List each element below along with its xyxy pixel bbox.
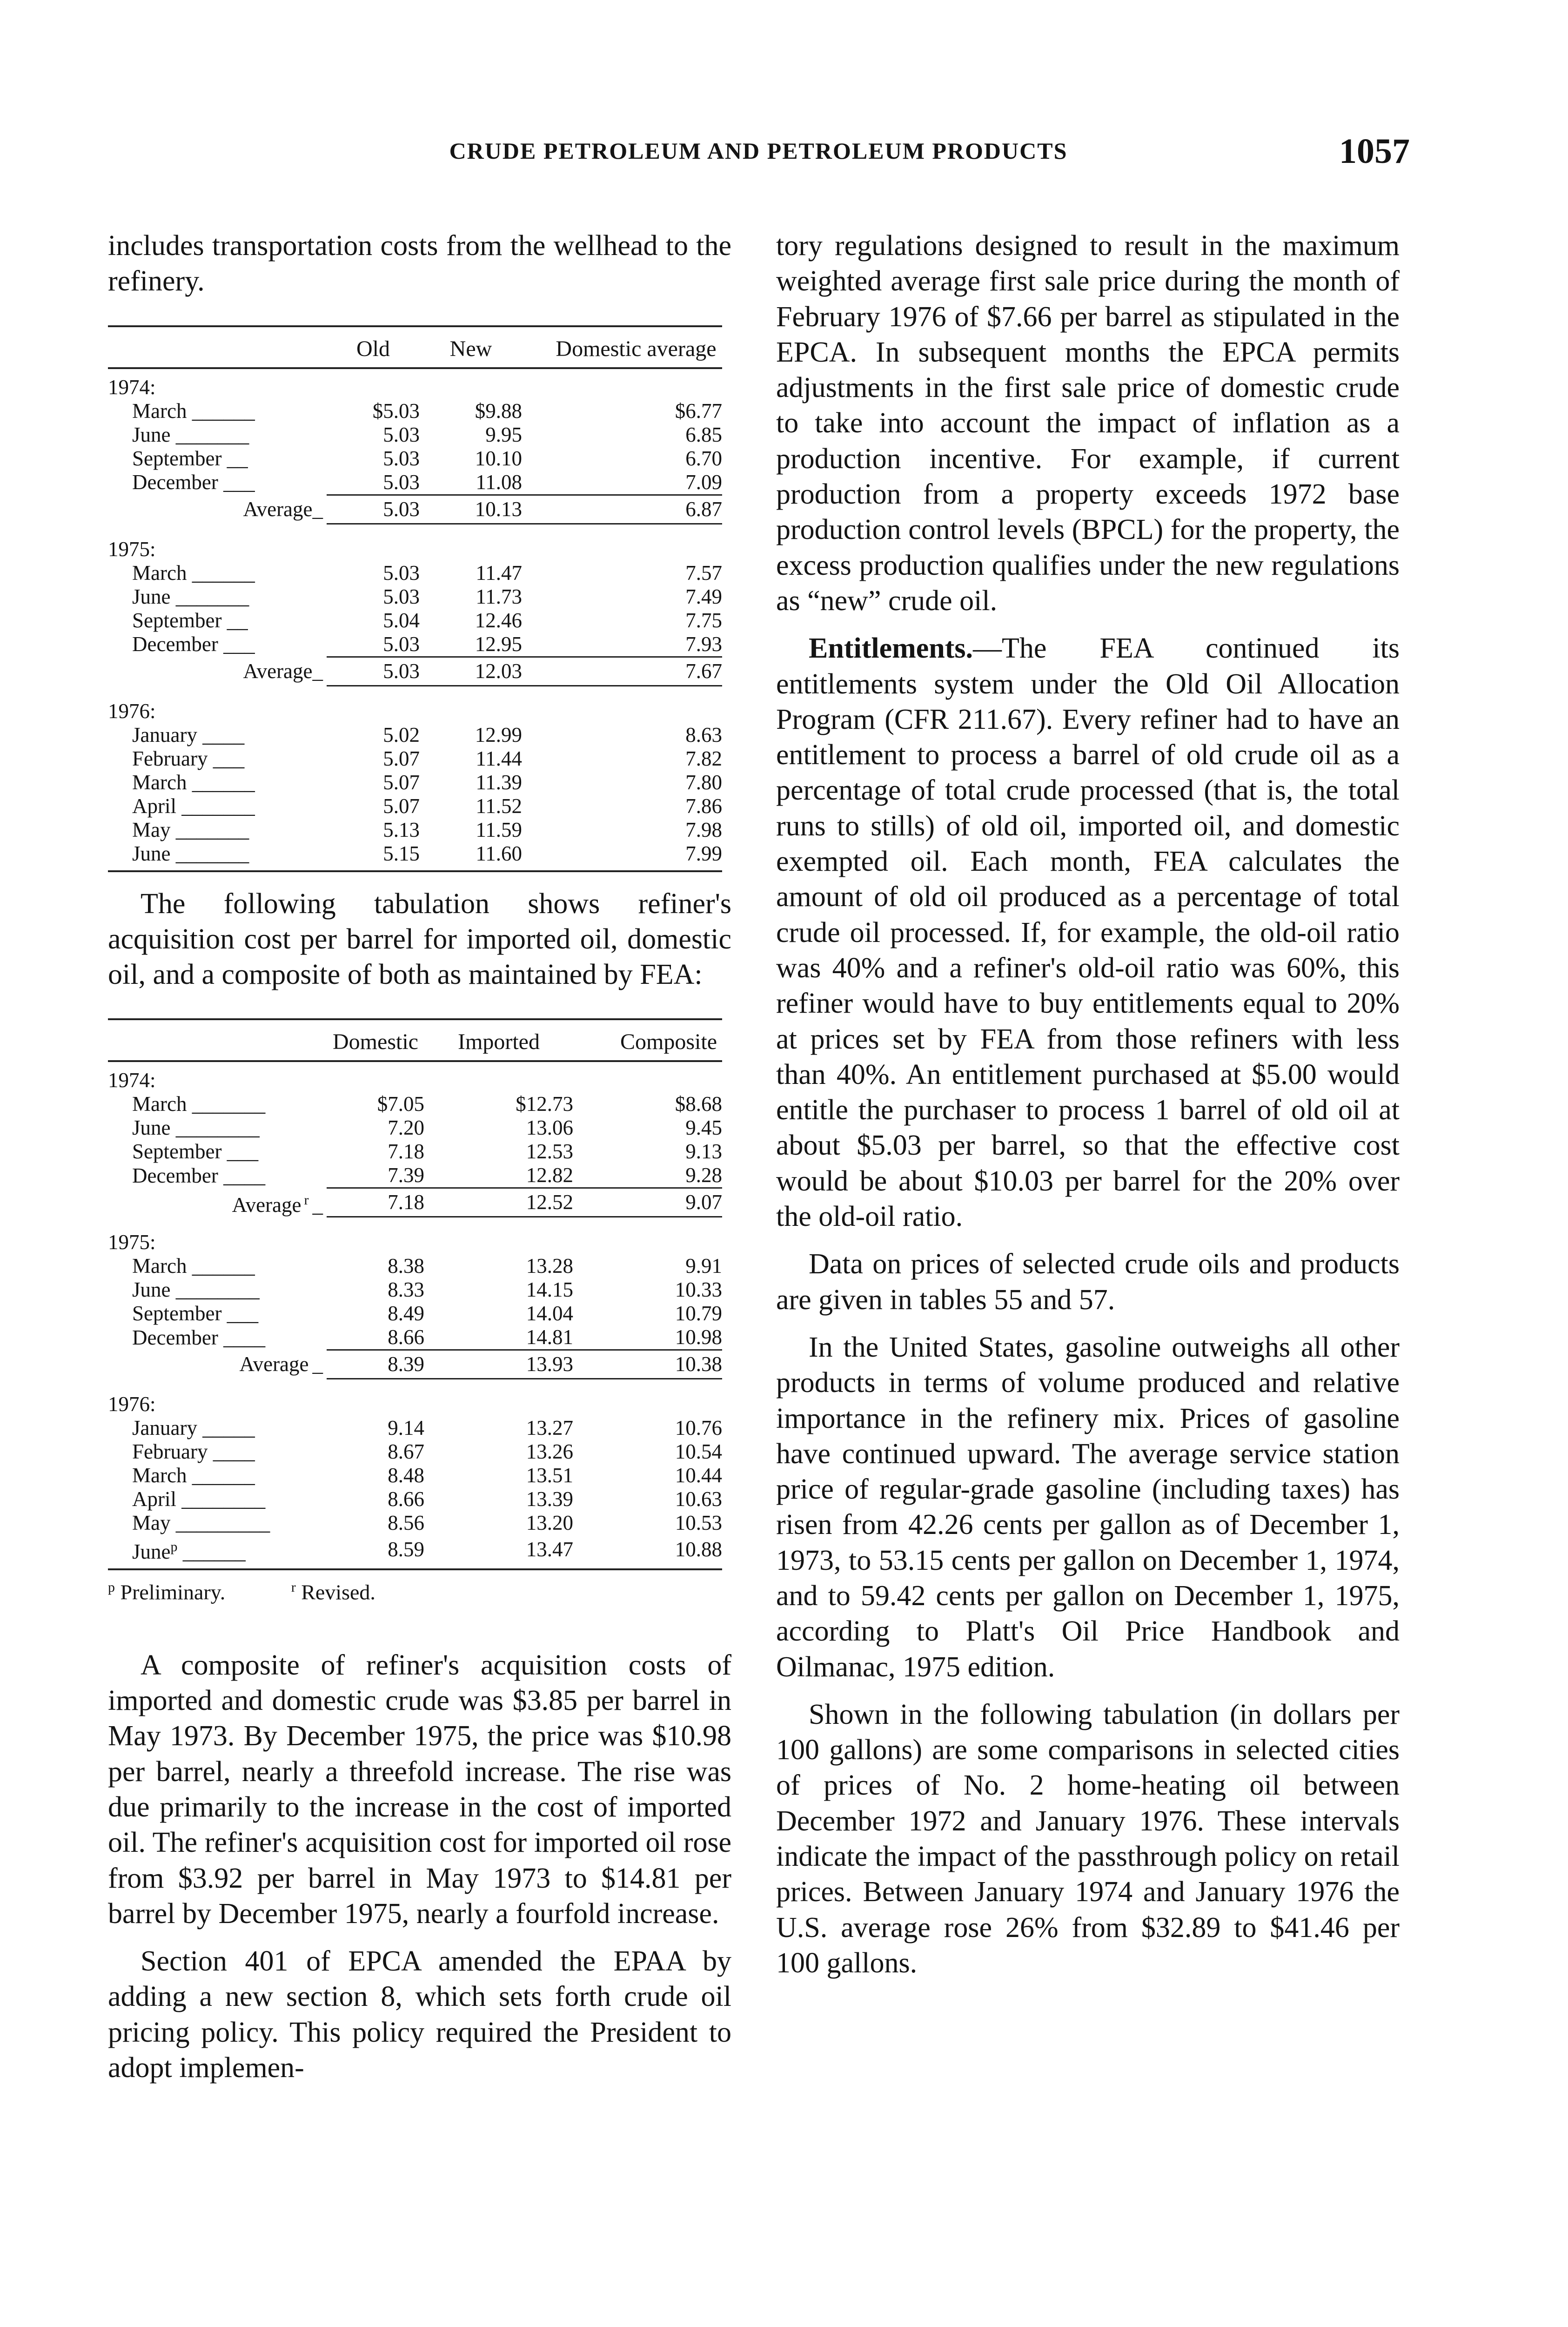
value-domestic: 8.38: [388, 1254, 424, 1278]
paragraph-composite-costs: A composite of refiner's acquisition costs of imported and domestic crude was $3.85 per barrel in May 1973. By December 1975, the price was $10.98 per barrel, nearly a threefold increase. The rise was due primarily to the increase in the cost of imported oil. The refiner's acquisition cost for imported oil rose from $3.92 per barrel in May 1973 to $14.81 per barrel by December 1975, nearly a fourfold increase.: [108, 1649, 731, 1930]
value-composite: $8.68: [675, 1092, 722, 1116]
spacer-row: [108, 686, 722, 693]
table-row: [108, 794, 722, 818]
month-label: May _______: [132, 818, 249, 841]
average-domestic: 7.67: [522, 657, 722, 686]
average-new: 12.03: [420, 657, 522, 686]
spacer-row: [108, 1379, 722, 1386]
value-imported: 12.53: [526, 1140, 573, 1164]
value-new: 12.46: [475, 608, 522, 632]
value-composite: 9.28: [685, 1164, 722, 1187]
table-footnotes: [108, 1580, 731, 1604]
value-old: 5.03: [383, 446, 420, 470]
value-imported: 13.39: [526, 1487, 573, 1511]
month-label: [108, 1302, 327, 1325]
average-domestic: 6.87: [522, 495, 722, 524]
crude-price-table: [108, 325, 722, 872]
value-domestic: 8.66: [388, 1487, 424, 1511]
value-domestic: 7.18: [388, 1140, 424, 1164]
value-imported: 13.47: [526, 1537, 573, 1561]
value-imported: 13.06: [526, 1116, 573, 1140]
value-domestic-average: 7.80: [685, 770, 722, 794]
month-text: March ______: [132, 1464, 255, 1487]
footnote-preliminary: $^p$ Preliminary.: [108, 1580, 226, 1604]
year-label: 1974:: [108, 375, 156, 399]
value-domestic: 8.67: [388, 1440, 424, 1464]
value-domestic-average: 7.86: [685, 794, 722, 818]
year-label: 1974:: [108, 1069, 156, 1092]
value-domestic-average: 7.75: [685, 608, 722, 632]
spacer-row: [108, 524, 722, 531]
value-new: 9.95: [485, 423, 522, 446]
average-new: 10.13: [420, 495, 522, 524]
month-text: December ____: [132, 1164, 266, 1188]
value-domestic: 8.33: [388, 1278, 424, 1302]
page-number: 1057: [1339, 132, 1410, 171]
value-new: 12.99: [475, 723, 522, 747]
table-row: [108, 1164, 722, 1188]
average-label: Average_: [243, 497, 323, 521]
year-row: [108, 1386, 722, 1416]
table-row: [108, 1511, 722, 1535]
crude-price-table-body: [108, 368, 722, 871]
leader-dots: _: [312, 1193, 323, 1217]
spacer-cell: [108, 1379, 722, 1386]
value-domestic-average: 8.63: [685, 723, 722, 747]
value-imported: 13.51: [526, 1464, 573, 1487]
month-label: [108, 1416, 327, 1440]
value-composite: 10.53: [675, 1511, 722, 1535]
value-old: 5.15: [383, 841, 420, 865]
value-new: 11.39: [476, 770, 522, 794]
average-label: [108, 1188, 327, 1217]
month-label: [108, 1164, 327, 1188]
table-row: [108, 471, 722, 495]
value-old: 5.04: [383, 608, 420, 632]
value-composite: 9.91: [685, 1254, 722, 1278]
month-label: [108, 1140, 327, 1164]
table-row: [108, 447, 722, 471]
month-text: September ___: [132, 1302, 259, 1325]
month-label: June _______: [132, 585, 249, 608]
value-domestic: 8.59: [388, 1537, 424, 1561]
value-new: 11.47: [476, 561, 522, 585]
value-imported: 13.20: [526, 1511, 573, 1535]
value-domestic-average: 6.70: [685, 446, 722, 470]
acquisition-cost-table-body: [108, 1061, 722, 1569]
value-new: 12.95: [475, 632, 522, 656]
month-label: [108, 1487, 327, 1511]
value-imported: 14.81: [526, 1325, 573, 1349]
value-composite: 10.33: [675, 1278, 722, 1302]
value-old: 5.02: [383, 723, 420, 747]
value-domestic-average: 7.82: [685, 747, 722, 770]
average-text: Average: [232, 1193, 302, 1217]
year-label: 1976:: [108, 699, 156, 723]
table-row: [108, 399, 722, 423]
value-domestic: 7.20: [388, 1116, 424, 1140]
month-label: June _______: [132, 841, 249, 865]
col-header-domestic: Domestic: [333, 1029, 418, 1055]
preliminary-mark: p: [170, 1539, 178, 1555]
year-label: 1976:: [108, 1392, 156, 1416]
month-label: February ___: [132, 747, 245, 770]
average-row: [108, 1350, 722, 1379]
value-old: 5.07: [383, 794, 420, 818]
value-composite: 10.54: [675, 1440, 722, 1464]
table-row: [108, 1140, 722, 1164]
value-domestic: $7.05: [377, 1092, 424, 1116]
right-column: [776, 228, 1400, 1981]
table-bottom-rule: [108, 1564, 722, 1569]
average-row: [108, 1188, 722, 1217]
month-text: February ____: [132, 1440, 255, 1464]
year-row: [108, 693, 722, 723]
table-row: [108, 842, 722, 866]
value-new: 11.60: [476, 841, 522, 865]
year-row: [108, 1061, 722, 1092]
table-bottom-rule: [108, 866, 722, 871]
month-label: [108, 1278, 327, 1302]
value-domestic-average: 7.49: [685, 585, 722, 608]
value-imported: 13.27: [526, 1416, 573, 1440]
value-new: $9.88: [475, 399, 522, 423]
footnote-revised: $^r$ Revised.: [291, 1580, 375, 1604]
col-header-imported: Imported: [458, 1029, 540, 1055]
table-row: [108, 1092, 722, 1116]
month-label: December ___: [132, 632, 255, 656]
table-row: [108, 723, 722, 747]
table-row: [108, 1116, 722, 1140]
month-text: June ________: [132, 1278, 260, 1302]
average-row: [108, 495, 722, 524]
average-label: Average_: [243, 659, 323, 683]
table-row: [108, 423, 722, 447]
spacer-cell: [108, 1217, 722, 1224]
acquisition-cost-table: [108, 1018, 722, 1570]
month-text: June: [132, 1540, 171, 1564]
value-old: 5.03: [383, 470, 420, 494]
paragraph-section-401: Section 401 of EPCA amended the EPAA by adding a new section 8, which sets forth crude oil pricing policy. This policy required the President to adopt implemen-: [108, 1945, 731, 2084]
year-label: 1975:: [108, 537, 156, 561]
spacer-cell: [108, 524, 722, 531]
month-label: [108, 1535, 327, 1564]
value-domestic-average: $6.77: [675, 399, 722, 423]
paragraph-heating-oil: Shown in the following tabulation (in dollars per 100 gallons) are some comparisons in selected cities of prices of No. 2 home-heating oil between December 1972 and January 1976. These intervals indicate the impact of the passthrough policy on retail prices. Between January 1974 and January 1976 the U.S. average rose 26% from $32.89 to $41.46 per 100 gallons.: [776, 1698, 1400, 1979]
value-domestic-average: 7.99: [685, 841, 722, 865]
month-text: September ___: [132, 1140, 259, 1164]
value-new: 11.08: [476, 470, 522, 494]
table-row: [108, 747, 722, 771]
table-row: [108, 1278, 722, 1302]
year-label: 1975:: [108, 1231, 156, 1254]
average-text: Average: [239, 1352, 309, 1376]
value-old: $5.03: [372, 399, 420, 423]
value-domestic: 8.48: [388, 1464, 424, 1487]
month-label: December ___: [132, 471, 255, 494]
table-row: [108, 585, 722, 609]
col-header-domestic-average: Domestic average: [556, 336, 717, 361]
month-text: March ______: [132, 1254, 255, 1278]
value-old: 5.03: [383, 561, 420, 585]
value-domestic-average: 6.85: [685, 423, 722, 446]
value-imported: $12.73: [516, 1092, 573, 1116]
col-header-old: Old: [356, 336, 390, 361]
average-row: [108, 657, 722, 686]
average-domestic: 8.39: [327, 1350, 424, 1379]
month-label: March ______: [132, 770, 255, 794]
paragraph-entitlements: Entitlements.—The FEA continued its entitlements system under the Old Oil Allocation Program (CFR 211.67). Every refiner had to have an entitlement to process a barrel of old crude oil as a percentage of total crude processed (that is, the total runs to stills) of old oil, imported oil, and domestic exempted oil. Each month, FEA calculates the amount of old oil produced as a percentage of total crude oil processed. If, for example, the old-oil ratio was 40% and a refiner's old-oil ratio was 60%, this refiner would have to buy entitlements equal to 20% at prices set by FEA from those refiners with less than 40%. An entitlement purchased at $5.00 would entitle the purchaser to process 1 barrel of old oil at about $5.03 per barrel, so that the effective cost would be about $10.03 per barrel for the 20% over the old-oil ratio.: [776, 632, 1400, 1233]
year-row: [108, 368, 722, 399]
value-composite: 9.13: [685, 1140, 722, 1164]
value-imported: 12.82: [526, 1164, 573, 1187]
month-text: March _______: [132, 1092, 266, 1116]
col-header-new: New: [449, 336, 492, 361]
value-old: 5.13: [383, 818, 420, 841]
table-row: [108, 1254, 722, 1278]
value-composite: 10.76: [675, 1416, 722, 1440]
average-old: 5.03: [327, 657, 420, 686]
month-label: [108, 1440, 327, 1464]
value-domestic: 8.49: [388, 1302, 424, 1325]
month-label: September __: [132, 608, 248, 632]
running-head: CRUDE PETROLEUM AND PETROLEUM PRODUCTS: [449, 138, 1068, 164]
table-row: [108, 1487, 722, 1511]
average-composite: 10.38: [573, 1350, 722, 1379]
value-domestic-average: 7.09: [685, 470, 722, 494]
value-composite: 10.98: [675, 1325, 722, 1349]
month-label: June _______: [132, 423, 249, 446]
month-text: May _________: [132, 1511, 270, 1535]
table-header-row: [108, 326, 722, 368]
average-imported: 13.93: [424, 1350, 573, 1379]
value-domestic: 9.14: [388, 1416, 424, 1440]
year-row: [108, 531, 722, 561]
table-row: [108, 771, 722, 794]
average-composite: 9.07: [573, 1188, 722, 1217]
left-column: [108, 228, 731, 2085]
value-new: 11.73: [476, 585, 522, 608]
value-domestic-average: 7.93: [685, 632, 722, 656]
table-row: [108, 609, 722, 632]
value-new: 10.10: [475, 446, 522, 470]
col-header-composite: Composite: [620, 1029, 717, 1055]
value-old: 5.03: [383, 585, 420, 608]
table-row: [108, 1302, 722, 1325]
value-imported: 13.28: [526, 1254, 573, 1278]
paragraph-regulations: tory regulations designed to result in the maximum weighted average first sale price during the month of February 1976 of $7.66 per barrel as stipulated in the EPCA. In subsequent months the EPCA permits adjustments in the first sale price of domestic crude to take into account the impact of inflation as a production incentive. For example, if current production from a property exceeds 1972 base production control levels (BPCL) for the property, the excess production qualifies under the new regulations as “new” crude oil.: [776, 230, 1400, 617]
value-imported: 14.15: [526, 1278, 573, 1302]
value-new: 11.52: [476, 794, 522, 818]
value-domestic: 8.66: [388, 1325, 424, 1349]
value-imported: 13.26: [526, 1440, 573, 1464]
value-old: 5.07: [383, 770, 420, 794]
average-domestic: 7.18: [327, 1188, 424, 1217]
month-text: April ________: [132, 1487, 266, 1511]
paragraph-tabulation-intro: The following tabulation shows refiner's acquisition cost per barrel for imported oil, domestic oil, and a composite of both as maintained by FEA:: [108, 888, 731, 991]
revised-mark: r: [304, 1192, 309, 1208]
table-row: [108, 1325, 722, 1350]
table-row: [108, 1464, 722, 1487]
month-label: January ____: [132, 723, 245, 747]
month-label: March ______: [132, 561, 255, 585]
rule-cell: [108, 866, 722, 871]
month-label: April _______: [132, 794, 255, 818]
paragraph-wellhead: includes transportation costs from the wellhead to the refinery.: [108, 230, 731, 297]
year-row: [108, 1224, 722, 1254]
table-row: [108, 561, 722, 585]
value-old: 5.07: [383, 747, 420, 770]
table-row: [108, 1416, 722, 1440]
value-composite: 10.88: [675, 1537, 722, 1561]
month-label: [108, 1092, 327, 1116]
month-label: [108, 1511, 327, 1535]
value-new: 11.59: [476, 818, 522, 841]
value-domestic-average: 7.98: [685, 818, 722, 841]
value-old: 5.03: [383, 632, 420, 656]
value-imported: 14.04: [526, 1302, 573, 1325]
average-imported: 12.52: [424, 1188, 573, 1217]
table-row: [108, 632, 722, 657]
month-text: January _____: [132, 1416, 255, 1440]
average-label: [108, 1350, 327, 1379]
value-composite: 10.44: [675, 1464, 722, 1487]
paragraph-gasoline: In the United States, gasoline outweighs all other products in terms of volume produced and relative importance in the refinery mix. Prices of gasoline have continued upward. The average service station price of regular-grade gasoline (including taxes) has risen from 42.26 cents per gallon as of December 1, 1973, to 53.15 cents per gallon on December 1, 1974, and to 59.42 cents per gallon on December 1, 1975, according to Platt's Oil Price Handbook and Oilmanac, 1975 edition.: [776, 1331, 1400, 1683]
value-composite: 10.63: [675, 1487, 722, 1511]
value-new: 11.44: [476, 747, 522, 770]
value-old: 5.03: [383, 423, 420, 446]
value-composite: 9.45: [685, 1116, 722, 1140]
table-header-row: [108, 1019, 722, 1061]
value-composite: 10.79: [675, 1302, 722, 1325]
month-label: [108, 1116, 327, 1140]
entitlements-heading: Entitlements.: [809, 632, 973, 665]
spacer-row: [108, 1217, 722, 1224]
rule-cell: [108, 1564, 722, 1569]
spacer-cell: [108, 686, 722, 693]
average-old: 5.03: [327, 495, 420, 524]
leader-dots: ______: [177, 1540, 246, 1564]
month-text: June ________: [132, 1116, 260, 1140]
month-label: [108, 1464, 327, 1487]
month-label: September __: [132, 446, 248, 470]
table-row: [108, 818, 722, 842]
month-label: March ______: [132, 399, 255, 423]
table-row: [108, 1535, 722, 1564]
paragraph-data-tables: Data on prices of selected crude oils and products are given in tables 55 and 57.: [776, 1248, 1400, 1316]
leader-dots: _: [312, 1352, 323, 1376]
month-label: [108, 1325, 327, 1350]
table-row: [108, 1440, 722, 1464]
value-domestic: 7.39: [388, 1164, 424, 1187]
value-domestic: 8.56: [388, 1511, 424, 1535]
month-label: [108, 1254, 327, 1278]
month-text: December ____: [132, 1326, 266, 1350]
value-domestic-average: 7.57: [685, 561, 722, 585]
